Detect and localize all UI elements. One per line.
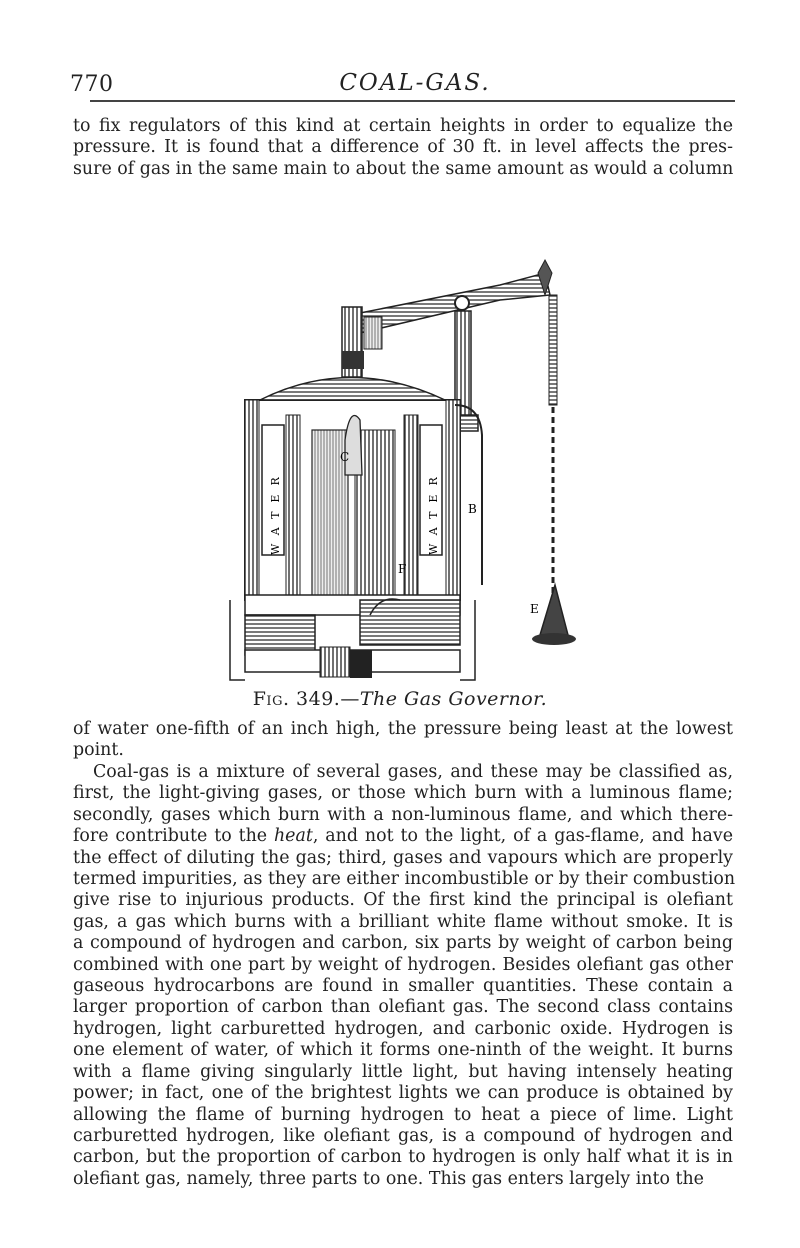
- text-line: carburetted hydrogen, like olefiant gas, is a compound of hydrogen and: [73, 1125, 733, 1146]
- caption-number: Fig. 349.—: [252, 688, 360, 710]
- figure-caption: [0, 688, 800, 710]
- text-line: give rise to injurious products. Of the first kind the principal is olefiant: [73, 890, 733, 911]
- text-line: of water one-fifth of an inch high, the pressure being least at the lowest: [73, 719, 733, 739]
- label-water-left: WATER: [269, 468, 282, 555]
- text-line: point.: [73, 740, 124, 761]
- text-line: a compound of hydrogen and carbon, six parts by weight of carbon being: [73, 933, 733, 954]
- top-paragraph: [73, 116, 733, 180]
- label-c: C: [340, 450, 350, 464]
- page-number: 770: [70, 72, 114, 97]
- text-line: larger proportion of carbon than olefiant gas. The second class contains: [73, 997, 733, 1018]
- text-line: hydrogen, light carburetted hydrogen, and carbonic oxide. Hydrogen is: [73, 1018, 733, 1039]
- text-line: gaseous hydrocarbons are found in smaller quantities. These contain a: [73, 976, 733, 997]
- label-water-right: WATER: [427, 468, 440, 555]
- text-line: with a flame giving singularly little light, but having intensely heating: [73, 1061, 733, 1082]
- text-line: secondly, gases which burn with a non-luminous flame, and which there-: [73, 804, 733, 825]
- label-b: B: [468, 502, 477, 516]
- text-line: one element of water, of which it forms one-ninth of the weight. It burns: [73, 1040, 733, 1061]
- running-head: [70, 70, 760, 102]
- text-line: power; in fact, one of the brightest lights we can produce is obtained by: [73, 1083, 733, 1104]
- text-line: carbon, but the proportion of carbon to hydrogen is only half what it is in: [73, 1147, 733, 1168]
- text-line: fore contribute to the heat, and not to the light, of a gas-flame, and have: [73, 826, 733, 847]
- inlet-outlet-pipes: [230, 595, 475, 680]
- text-line: termed impurities, as they are either incombustible or by their combustion: [73, 869, 736, 890]
- text-line: first, the light-giving gases, or those which burn with a luminous flame;: [73, 783, 733, 804]
- text-line: allowing the flame of burning hydrogen to heat a piece of lime. Light: [73, 1104, 733, 1125]
- continuation-paragraph: [73, 719, 733, 762]
- running-title: COAL-GAS.: [339, 70, 491, 96]
- label-f: F: [398, 562, 407, 576]
- gas-governor-illustration: [200, 255, 600, 685]
- text-line: sure of gas in the same main to about the same amount as would a column: [73, 158, 734, 179]
- text-line: pressure. It is found that a difference of 30 ft. in level affects the pres-: [73, 137, 733, 158]
- text-line: gas, a gas which burns with a brilliant white flame without smoke. It is: [73, 911, 733, 932]
- caption-title: The Gas Governor.: [359, 688, 548, 710]
- header-rule: [90, 100, 735, 102]
- text-line: olefiant gas, namely, three parts to one. This gas enters largely into the: [73, 1168, 704, 1189]
- text-line: Coal-gas is a mixture of several gases, and these may be classified as,: [93, 762, 733, 782]
- text-line: the effect of diluting the gas; third, gases and vapours which are properly: [73, 847, 733, 868]
- text-line: combined with one part by weight of hydrogen. Besides olefiant gas other: [73, 954, 733, 975]
- label-e: E: [530, 602, 539, 616]
- body-paragraph: [73, 762, 736, 1190]
- text-line: to fix regulators of this kind at certain heights in order to equalize the: [73, 116, 733, 136]
